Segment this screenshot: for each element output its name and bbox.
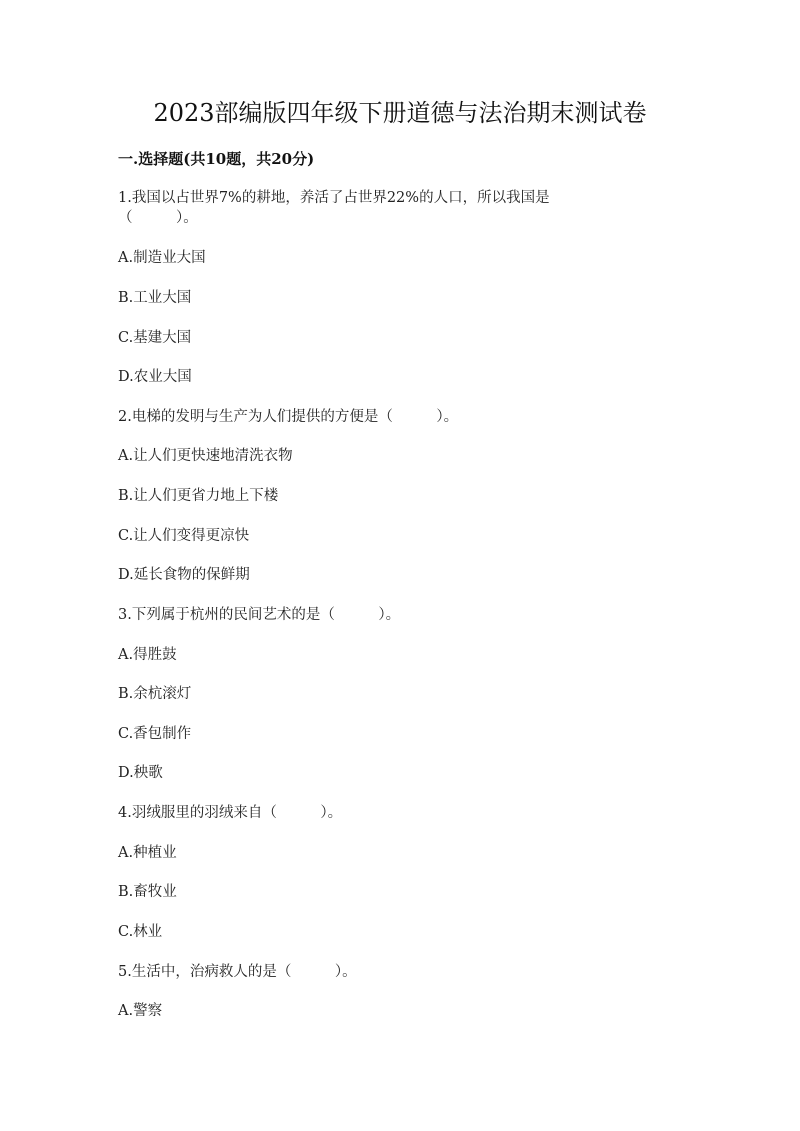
question-1-option-a: A.制造业大国 [118,250,206,266]
question-4-option-c: C.林业 [118,924,163,940]
question-2-option-c: C.让人们变得更凉快 [118,528,250,544]
question-1-blank: （ ）。 [118,210,198,226]
question-5-option-a: A.警察 [118,1003,163,1019]
question-1-option-d: D.农业大国 [118,369,192,385]
section-heading: 一.选择题(共10题，共20分) [118,150,315,168]
question-3-stem: 3.下列属于杭州的民间艺术的是（ ）。 [118,607,401,623]
question-1-stem: 1.我国以占世界7%的耕地，养活了占世界22%的人口，所以我国是 [118,190,550,206]
question-1-option-b: B.工业大国 [118,290,192,306]
page-title: 2023部编版四年级下册道德与法治期末测试卷 [153,99,647,127]
question-3-option-a: A.得胜鼓 [118,647,177,663]
question-2-option-d: D.延长食物的保鲜期 [118,567,250,583]
question-2-option-a: A.让人们更快速地清洗衣物 [118,448,293,464]
question-2-stem: 2.电梯的发明与生产为人们提供的方便是（ ）。 [118,409,459,425]
question-2-option-b: B.让人们更省力地上下楼 [118,488,279,504]
question-4-option-b: B.畜牧业 [118,884,177,900]
question-1-option-c: C.基建大国 [118,330,192,346]
question-4-stem: 4.羽绒服里的羽绒来自（ ）。 [118,805,343,821]
question-3-option-b: B.余杭滚灯 [118,686,192,702]
question-3-option-c: C.香包制作 [118,726,192,742]
question-5-stem: 5.生活中，治病救人的是（ ）。 [118,964,357,980]
question-3-option-d: D.秧歌 [118,765,163,781]
question-4-option-a: A.种植业 [118,845,177,861]
